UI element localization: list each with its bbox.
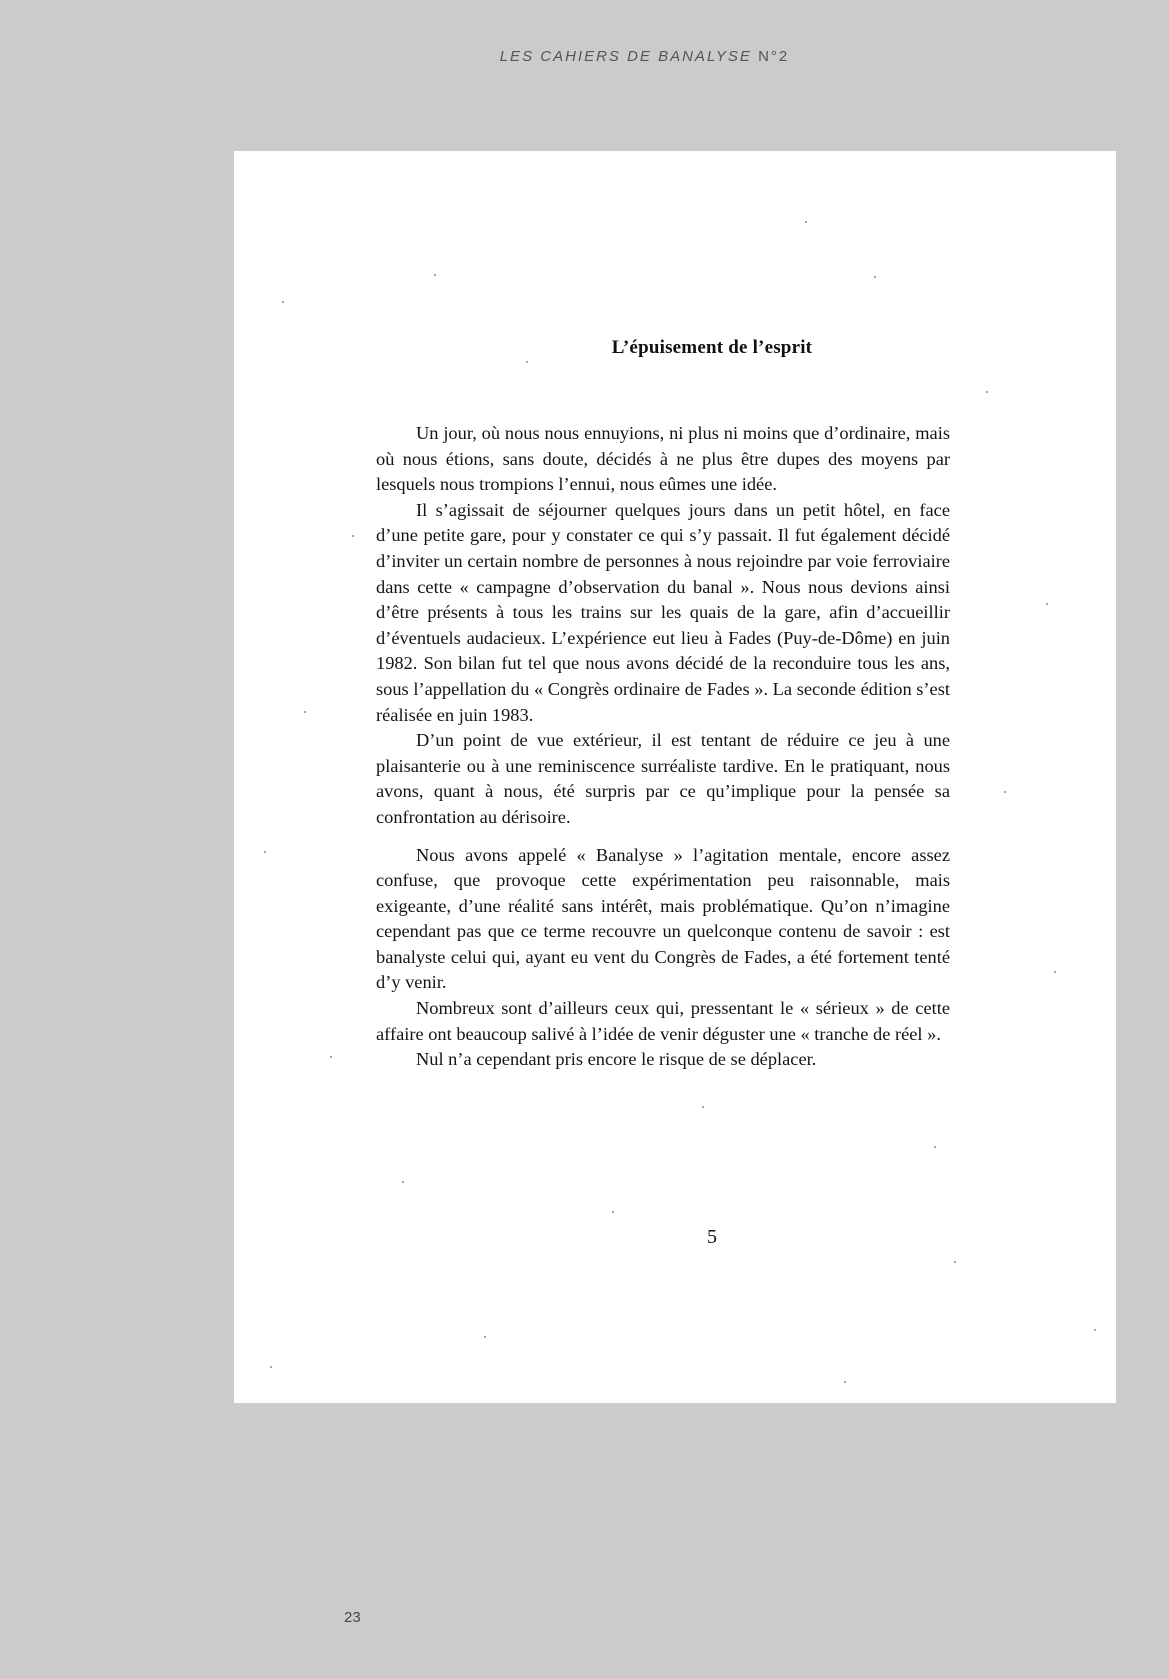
article-body bbox=[376, 421, 950, 1073]
paragraph: Un jour, où nous nous ennuyions, ni plus ni moins que d’ordinaire, mais où nous étions, sans doute, décidés à ne plus être dupes des moyens par lesquels nous trompions l’ennui, nous eûmes une idée. bbox=[376, 423, 950, 495]
paragraph: Nous avons appelé « Banalyse » l’agitation mentale, encore assez confuse, que provoque cette expérimentation peu raisonnable, mais exigeante, d’une réalité sans intérêt, mais problématique. Qu’on n’imagine cependant pas que ce terme recouvre un quelconque contenu de savoir : est banalyste celui qui, ayant eu vent du Congrès de Fades, a été fortement tenté d’y venir. bbox=[376, 844, 950, 993]
paragraph: Nul n’a cependant pris encore le risque de se déplacer. bbox=[416, 1049, 817, 1070]
folio-page-number: 23 bbox=[344, 1609, 361, 1626]
series-title: LES CAHIERS DE BANALYSE bbox=[499, 48, 752, 65]
running-header bbox=[0, 48, 1169, 65]
scanned-page-number: 5 bbox=[707, 1226, 717, 1248]
paragraph: Il s’agissait de séjourner quelques jours dans un petit hôtel, en face d’une petite gare, pour y constater ce qui s’y passait. Il fut également décidé d’inviter un certain nombre de personnes à nous rejoindre par voie ferroviaire dans cette « campagne d’observation du banal ». Nous nous devions ainsi d’être présents à tous les trains sur les quais de la gare, afin d’accueillir d’éventuels audacieux. L’expérience eut lieu à Fades (Puy-de-Dôme) en juin 1982. Son bilan fut tel que nous avons décidé de la reconduire tous les ans, sous l’appellation du « Congrès ordinaire de Fades ». La seconde édition s’est réalisée en juin 1983. bbox=[376, 499, 950, 725]
issue-number: N°2 bbox=[758, 48, 790, 65]
paragraph: D’un point de vue extérieur, il est tentant de réduire ce jeu à une plaisanterie ou à une reminiscence surréaliste tardive. En le pratiquant, nous avons, quant à nous, été surpris par ce qu’implique pour la pensée sa confrontation au dérisoire. bbox=[376, 730, 950, 827]
article-title: L’épuisement de l’esprit bbox=[611, 337, 813, 358]
paragraph: Nombreux sont d’ailleurs ceux qui, pressentant le « sérieux » de cette affaire ont beaucoup salivé à l’idée de venir déguster une « tranche de réel ». bbox=[376, 998, 950, 1044]
scanned-page bbox=[234, 151, 1116, 1403]
